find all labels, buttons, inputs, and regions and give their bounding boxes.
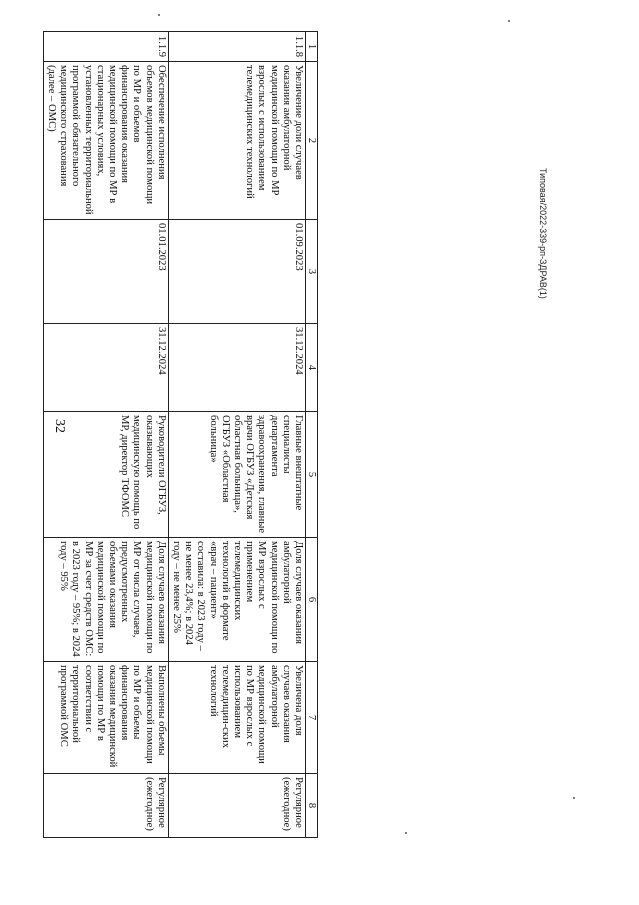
responsible: Руководители ОГБУЗ, оказывающих медицинскую помощь по МР, директор ТФОМС [43, 412, 168, 538]
end-date: 31.12.2024 [168, 324, 305, 412]
start-date: 01.01.2023 [43, 220, 168, 324]
header-col-2: 2 [306, 62, 318, 220]
start-date: 01.09.2023 [168, 220, 305, 324]
header-col-6: 6 [306, 538, 318, 662]
scan-speck [508, 20, 510, 22]
document-code: Типовая/2022-339-рп-ЗДРАВ(1) [538, 168, 548, 299]
header-col-7: 7 [306, 662, 318, 774]
header-col-4: 4 [306, 324, 318, 412]
row-number: 1.1.9 [43, 32, 168, 62]
frequency: Регулярное (ежегодное) [168, 774, 305, 838]
result: Увеличена доля случаев оказания амбулаторной медицинской помощи по МР взрослых с использованием телемедицин-ских технологий [168, 662, 305, 774]
scan-speck [405, 832, 407, 834]
header-col-1: 1 [306, 32, 318, 62]
responsible: Главные внештатные специалисты департамента здравоохранения, главные врачи ОГБУЗ «Детская областная больница», ОГБУЗ «Областная больница» [168, 412, 305, 538]
measures-table [43, 31, 318, 838]
scan-speck [158, 14, 160, 16]
frequency: Регулярное (ежегодное) [43, 774, 168, 838]
row-number: 1.1.8 [168, 32, 305, 62]
table-row [43, 32, 168, 838]
indicator: Доля случаев оказания амбулаторной медицинской помощи по МР взрослых с применением телемедицинских технологий в формате «врач – пациент» составила: в 2023 году – не менее 23,4%; в 2024 году – не менее 25% [168, 538, 305, 662]
scan-speck [573, 797, 575, 799]
header-col-5: 5 [306, 412, 318, 538]
measure-name: Обеспечение исполнения объемов медицинской помощи по МР и объемов финансирования оказания медицинской помощи по МР в стационарных условиях, установленных территориальной программой обязательного медицинского страхования (далее – ОМС) [43, 62, 168, 220]
header-col-8: 8 [306, 774, 318, 838]
page-number: 32 [52, 419, 67, 433]
indicator: Доля случаев оказания медицинской помощи по МР от числа случаев, предусмотренных объемами оказания медицинской помощи по МР за счет средств ОМС: в 2023 году – 95%; в 2024 году – 95% [43, 538, 168, 662]
measure-name: Увеличение доли случаев оказания амбулаторной медицинской помощи по МР взрослых с использованием телемедицинских технологий [168, 62, 305, 220]
header-row [306, 32, 318, 838]
result: Выполнены объемы медицинской помощи по МР и объемы финансирования оказания медицинской помощи по МР в соответствии с территориальной программой ОМС [43, 662, 168, 774]
table-row [168, 32, 305, 838]
header-col-3: 3 [306, 220, 318, 324]
end-date: 31.12.2024 [43, 324, 168, 412]
